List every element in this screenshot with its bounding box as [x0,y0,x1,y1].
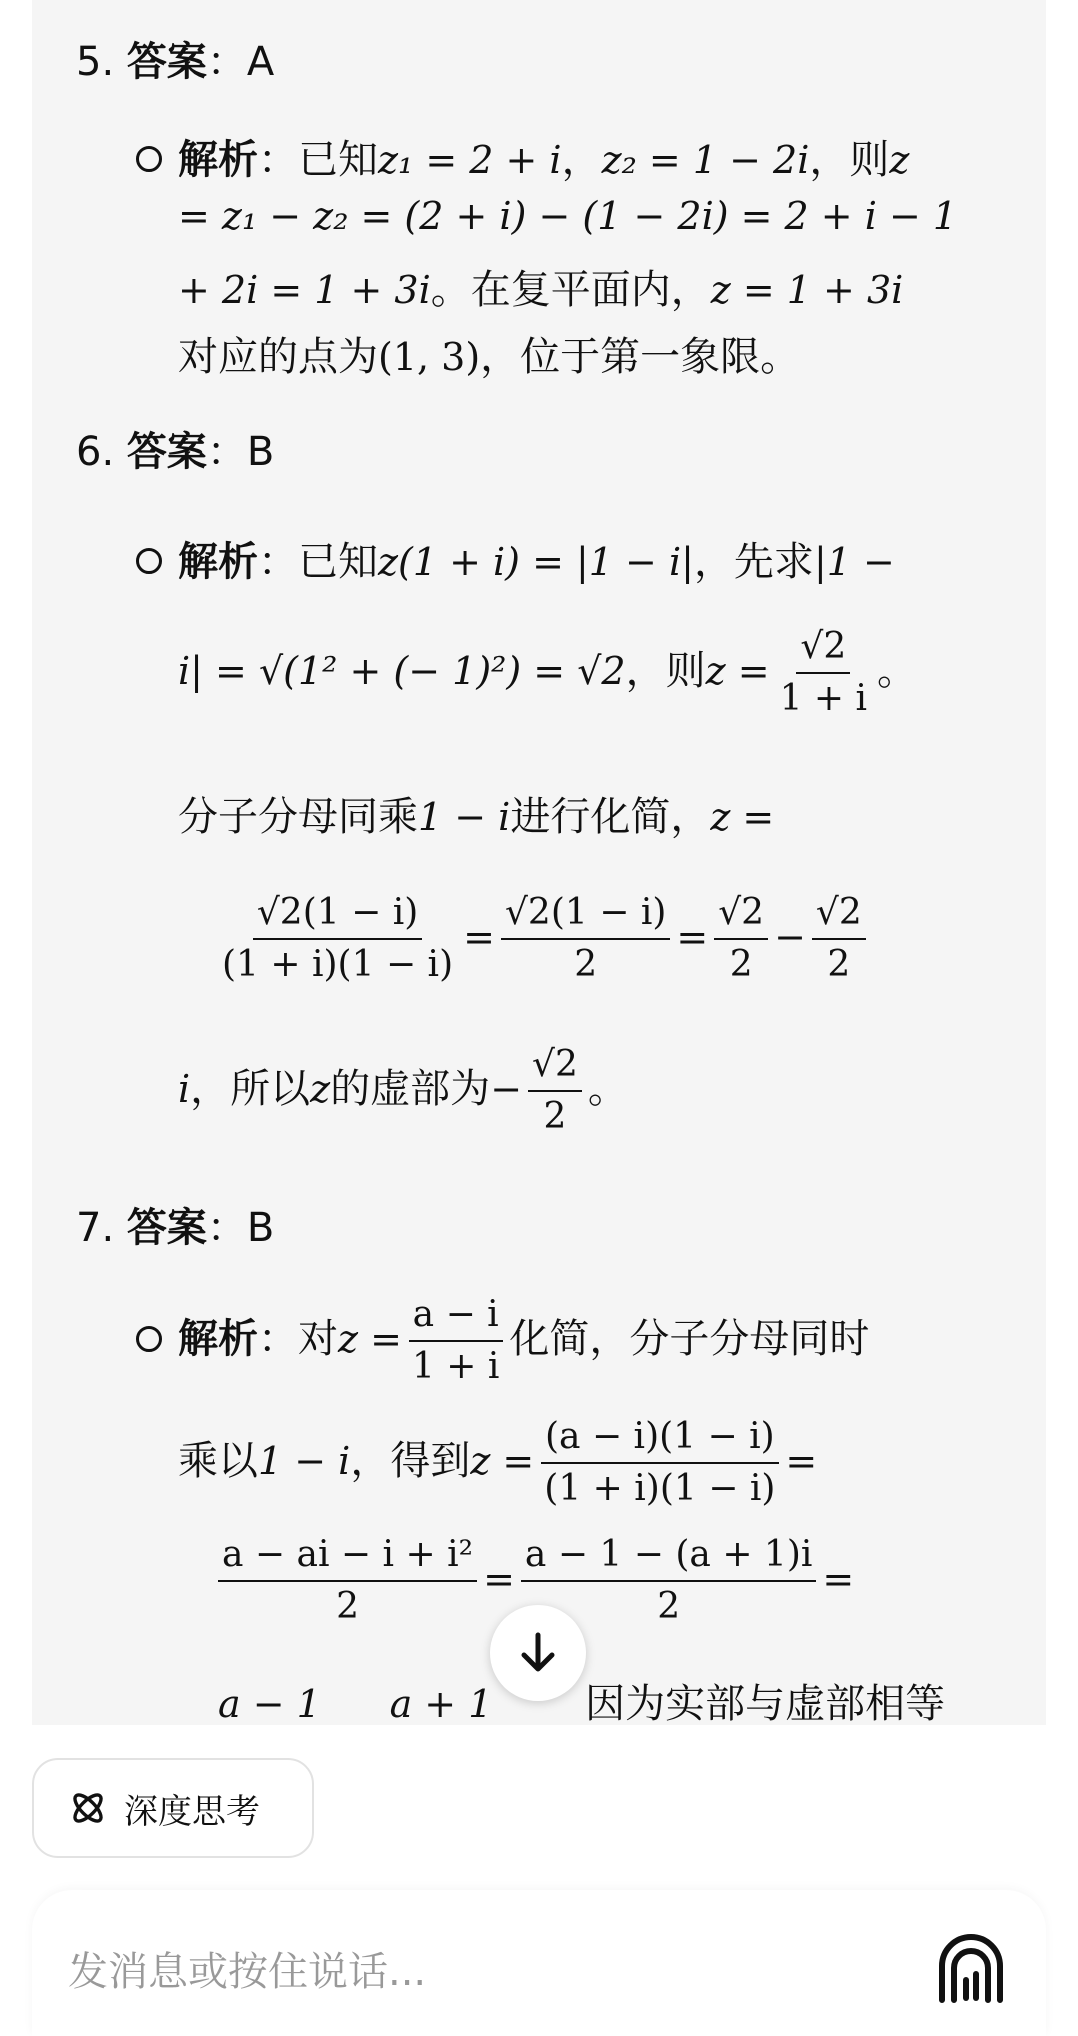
analysis-label: 解析 [178,137,258,183]
answer-5-heading [76,30,274,87]
analysis-6-line-4: $\frac{√2(1 - i)}{(1 + i)(1 - i)}$ = $\frac{√2(1 - i)}{2}$ = $\frac{√2}{2}$ − $\frac{√2}{2}$ [212,888,872,990]
atom-icon [68,1788,108,1828]
fraction: $\frac{√2(1 - i)}{2}$ [501,888,670,990]
message-input-bar[interactable] [32,1890,1046,2036]
fraction: $\frac{√2}{2}$ [812,888,866,990]
fraction: $\frac{√2}{1 + i}$ [776,622,871,724]
fraction: $\frac{√2(1 - i)}{(1 + i)(1 - i)}$ [218,888,457,990]
bullet-icon [136,146,162,172]
colon: ： [206,39,247,85]
fraction: $\frac{(a - i)(1 - i)}{(1 + i)(1 - i)}$ [540,1412,779,1514]
fraction: $\frac{\text{a − ai − i + i²}}{2}$ [218,1530,477,1632]
item-number: 5. [76,39,115,85]
fraction: $\frac{√2}{2}$ [528,1040,582,1142]
deep-think-label: 深度思考 [124,1791,260,1832]
analysis-7-line-3: $\frac{\text{a − ai − i + i²}}{2}$ = $\frac{a - 1 - (a + 1)i}{2}$ = [212,1530,854,1632]
deep-think-button[interactable] [32,1758,314,1858]
chat-message-content [32,0,1046,1725]
bullet-icon [136,548,162,574]
message-input[interactable]: 发消息或按住说话... [68,1949,427,1995]
analysis-6-line-1: 解析：已知z(1 + i) = |1 − i|，先求|1 − [178,539,895,585]
voice-input-icon[interactable] [936,1928,1006,2008]
answer-label: 答案 [126,39,207,85]
analysis-6-line-5: i，所以z的虚部为− $\frac{√2}{2}$ 。 [178,1040,628,1142]
analysis-6-line-3: 分子分母同乘1 − i进行化简，z = [178,794,775,840]
fraction: $\frac{√2}{2}$ [714,888,768,990]
analysis-5-line-4: 对应的点为(1, 3)，位于第一象限。 [178,334,801,380]
analysis-5-line-2: = z₁ − z₂ = (2 + i) − (1 − 2i) = 2 + i − 1 [178,194,958,238]
fraction: $\frac{a - i}{1 + i}$ [408,1290,503,1392]
bullet-icon [136,1326,162,1352]
answer-7-heading: 7. 答案：B [76,1205,275,1251]
scroll-to-bottom-button[interactable] [490,1605,586,1701]
analysis-5-line-1: 解析：已知z₁ = 2 + i，z₂ = 1 − 2i，则z [178,137,910,183]
analysis-6-line-2: i| = √(1² + (− 1)²) = √2，则z = $\frac{√2}{1 + i}$ 。 [178,622,917,724]
answer-6-heading: 6. 答案：B [76,429,275,475]
analysis-7-line-4-partial: a − 1 a + 1 因为实部与虚部相等 [218,1681,946,1725]
arrow-down-icon [518,1631,558,1675]
fraction: $\frac{a - 1 - (a + 1)i}{2}$ [521,1530,817,1632]
answer-value: A [246,39,275,85]
analysis-5-line-3: + 2i = 1 + 3i。在复平面内，z = 1 + 3i [178,267,904,313]
analysis-7-line-2: 乘以1 − i，得到z = $\frac{(a - i)(1 - i)}{(1 + i)(1 - i)}$ = [178,1412,817,1514]
analysis-7-line-1: 解析：对z = $\frac{a - i}{1 + i}$ 化简，分子分母同时 [178,1290,869,1392]
